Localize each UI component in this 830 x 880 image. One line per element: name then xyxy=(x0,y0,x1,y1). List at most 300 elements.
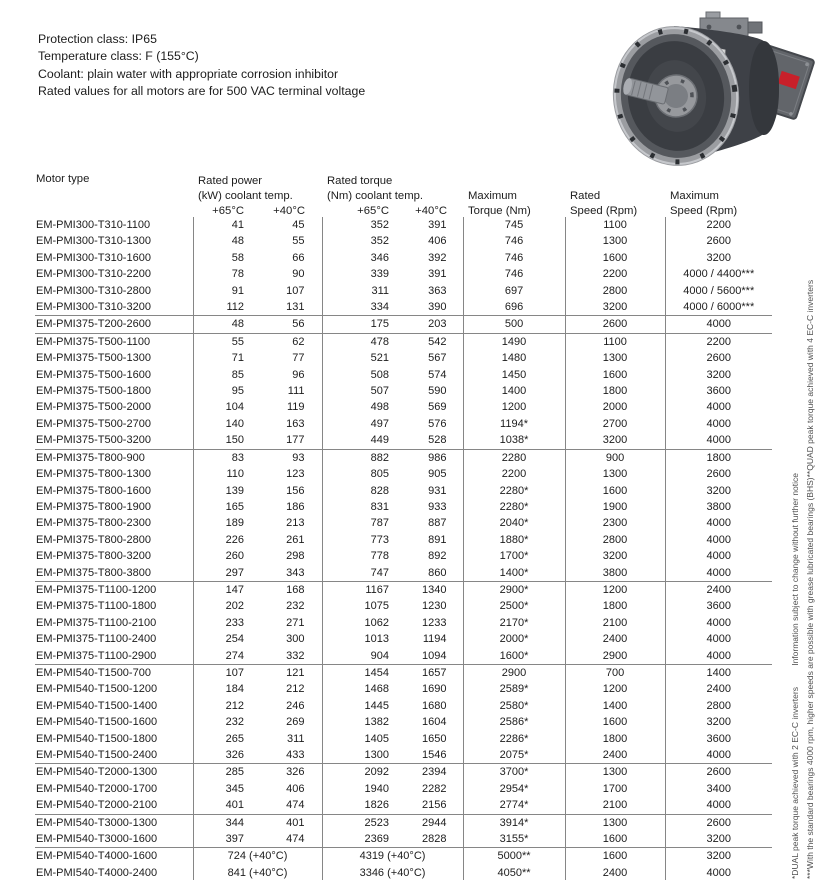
power-65-cell: 232 xyxy=(193,714,250,730)
header-max-speed-line1: Maximum xyxy=(670,190,719,202)
torque-40-cell: 390 xyxy=(428,301,447,314)
torque-65-cell: 352 xyxy=(322,233,392,249)
torque-65-cell: 2523 xyxy=(322,814,392,831)
power-40-cell: 298 xyxy=(286,550,305,563)
motor-type-cell: EM-PMI375-T1100-2400 xyxy=(36,633,157,646)
max-speed-cell: 4000 xyxy=(665,797,772,814)
motor-type-cell: EM-PMI300-T310-2800 xyxy=(36,284,151,297)
motor-type-cell: EM-PMI300-T310-1600 xyxy=(36,251,151,264)
power-40-cell: 401 xyxy=(250,814,322,831)
motor-type-cell: EM-PMI540-T1500-700 xyxy=(35,664,193,681)
max-torque-cell: 3914* xyxy=(463,814,565,831)
table-row xyxy=(35,532,772,548)
max-speed-cell: 4000 / 5600*** xyxy=(665,283,772,299)
torque-65-cell: 828 xyxy=(322,483,392,499)
motor-type-cell: EM-PMI375-T800-1300 xyxy=(36,468,151,481)
max-speed-cell: 4000 xyxy=(665,316,772,333)
rated-speed-cell: 2400 xyxy=(565,747,665,764)
torque-40-cell: 1680 xyxy=(422,699,447,712)
torque-65-cell: 1013 xyxy=(322,631,392,647)
max-torque-cell: 2280 xyxy=(463,449,565,466)
torque-65-cell: 334 xyxy=(322,299,392,316)
power-65-cell: 285 xyxy=(193,764,250,781)
power-65-cell: 78 xyxy=(193,266,250,282)
power-40-cell: 77 xyxy=(292,352,305,365)
table-row xyxy=(35,515,772,531)
max-speed-cell: 2800 xyxy=(665,698,772,714)
motor-spec-table xyxy=(35,172,772,880)
max-torque-cell: 2500* xyxy=(463,598,565,614)
power-40-cell: 213 xyxy=(286,517,305,530)
torque-40-cell: 363 xyxy=(428,284,447,297)
power-65-cell: 401 xyxy=(193,797,250,814)
torque-40-cell: 203 xyxy=(392,316,463,333)
torque-40-cell: 2282 xyxy=(422,782,447,795)
power-65-cell: 254 xyxy=(193,631,250,647)
power-40-cell: 56 xyxy=(250,316,322,333)
power-65-cell: 297 xyxy=(193,565,250,582)
rated-speed-cell: 1400 xyxy=(565,698,665,714)
torque-40-cell: 1194 xyxy=(422,633,447,646)
rated-speed-cell: 1300 xyxy=(565,814,665,831)
rated-speed-cell: 2000 xyxy=(565,399,665,415)
table-row xyxy=(35,548,772,564)
footnote-quad-peak: **QUAD peak torque achieved with 4 EC-C inverters xyxy=(805,279,815,478)
torque-40-cell: 1690 xyxy=(422,683,447,696)
motor-type-cell: EM-PMI540-T1500-1800 xyxy=(36,732,158,745)
power-40-cell: 62 xyxy=(250,333,322,350)
max-speed-cell: 4000 xyxy=(665,416,772,432)
max-speed-cell: 3600 xyxy=(665,731,772,747)
max-speed-cell: 3400 xyxy=(665,781,772,797)
max-speed-cell: 4000 xyxy=(665,648,772,665)
rated-speed-cell: 1600 xyxy=(565,483,665,499)
power-65-cell: 139 xyxy=(193,483,250,499)
power-65-cell: 55 xyxy=(193,333,250,350)
table-row xyxy=(35,631,772,647)
torque-40-cell: 1094 xyxy=(422,649,447,662)
max-speed-cell: 3600 xyxy=(665,598,772,614)
power-40-cell: 186 xyxy=(286,500,305,513)
torque-40-cell: 567 xyxy=(428,352,447,365)
motor-type-cell: EM-PMI540-T4000-1600 xyxy=(35,848,193,865)
max-torque-cell: 696 xyxy=(463,299,565,316)
power-40-cell: 131 xyxy=(286,301,305,314)
torque-65-cell: 805 xyxy=(322,466,392,482)
motor-type-cell: EM-PMI375-T800-900 xyxy=(35,449,193,466)
table-row xyxy=(35,217,772,233)
temperature-class-line: Temperature class: F (155°C) xyxy=(38,49,199,64)
torque-65-cell: 521 xyxy=(322,350,392,366)
max-torque-cell: 2286* xyxy=(463,731,565,747)
table-row xyxy=(35,383,772,399)
rated-speed-cell: 2400 xyxy=(565,631,665,647)
power-65-cell: 184 xyxy=(193,681,250,697)
max-speed-cell: 4000 xyxy=(665,532,772,548)
torque-65-cell: 747 xyxy=(322,565,392,582)
max-torque-cell: 1450 xyxy=(463,367,565,383)
motor-type-cell: EM-PMI375-T800-1900 xyxy=(36,500,151,513)
table-row xyxy=(35,299,772,316)
footnote-line-outer xyxy=(804,279,816,879)
torque-40-cell: 2156 xyxy=(422,799,447,812)
motor-type-cell: EM-PMI375-T1100-2100 xyxy=(36,616,157,629)
header-power-65: +65°C xyxy=(212,205,244,217)
rated-speed-cell: 2700 xyxy=(565,416,665,432)
max-torque-cell: 2900* xyxy=(463,581,565,598)
power-65-cell: 83 xyxy=(193,449,250,466)
power-40-cell: 177 xyxy=(286,434,305,447)
rated-values-line: Rated values for all motors are for 500 VAC terminal voltage xyxy=(38,84,366,99)
power-40-cell: 156 xyxy=(286,484,305,497)
torque-40-cell: 569 xyxy=(428,401,447,414)
motor-type-cell: EM-PMI375-T500-1100 xyxy=(35,333,193,350)
motor-type-cell: EM-PMI375-T500-1300 xyxy=(36,352,151,365)
header-torque-subtitle: (Nm) coolant temp. xyxy=(327,190,424,202)
max-torque-cell: 1038* xyxy=(463,432,565,449)
torque-40-cell: 2944 xyxy=(392,814,463,831)
max-torque-cell: 2589* xyxy=(463,681,565,697)
max-speed-cell: 3200 xyxy=(665,367,772,383)
rated-speed-cell: 1200 xyxy=(565,681,665,697)
power-65-cell: 41 xyxy=(193,217,250,233)
max-torque-cell: 3700* xyxy=(463,764,565,781)
motor-type-cell: EM-PMI540-T1500-1600 xyxy=(36,716,158,729)
max-speed-cell: 4000 xyxy=(665,515,772,531)
coolant-line: Coolant: plain water with appropriate corrosion inhibitor xyxy=(38,66,339,81)
power-65-cell: 112 xyxy=(193,299,250,316)
torque-65-cell: 1300 xyxy=(322,747,392,764)
max-speed-cell: 3800 xyxy=(665,499,772,515)
rated-speed-cell: 1800 xyxy=(565,598,665,614)
torque-65-cell: 882 xyxy=(322,449,392,466)
motor-type-cell: EM-PMI375-T500-2000 xyxy=(36,401,151,414)
table-row xyxy=(35,731,772,747)
power-65-cell: 212 xyxy=(193,698,250,714)
table-row xyxy=(35,797,772,814)
torque-40-cell: 1340 xyxy=(392,581,463,598)
motor-type-cell: EM-PMI540-T2000-1700 xyxy=(36,782,158,795)
torque-40-cell: 1233 xyxy=(422,616,447,629)
motor-photo-illustration xyxy=(604,10,824,170)
table-row xyxy=(35,831,772,848)
power-40-cell: 433 xyxy=(286,749,305,761)
torque-65-cell: 1062 xyxy=(322,615,392,631)
motor-type-cell: EM-PMI300-T310-2200 xyxy=(36,268,151,281)
power-65-cell: 233 xyxy=(193,615,250,631)
max-speed-cell: 2200 xyxy=(665,217,772,233)
motor-type-cell: EM-PMI375-T800-1600 xyxy=(36,484,151,497)
torque-65-cell: 1075 xyxy=(322,598,392,614)
rated-speed-cell: 2300 xyxy=(565,515,665,531)
power-65-cell: 165 xyxy=(193,499,250,515)
max-speed-cell: 3200 xyxy=(665,250,772,266)
power-40-cell: 163 xyxy=(286,417,305,430)
power-40-cell: 232 xyxy=(286,600,305,613)
torque-40-cell: 1650 xyxy=(422,732,447,745)
torque-40-cell: 576 xyxy=(428,417,447,430)
max-torque-cell: 2580* xyxy=(463,698,565,714)
torque-65-cell: 1405 xyxy=(322,731,392,747)
torque-40-cell: 1657 xyxy=(392,664,463,681)
header-max-torque-line2: Torque (Nm) xyxy=(468,205,531,217)
power-40-cell: 55 xyxy=(292,235,305,248)
power-40-cell: 96 xyxy=(292,368,305,381)
power-40-cell: 474 xyxy=(286,799,305,812)
motor-type-cell: EM-PMI540-T1500-1200 xyxy=(36,683,158,696)
max-speed-cell: 4000 xyxy=(665,615,772,631)
max-torque-cell: 3155* xyxy=(463,831,565,848)
rated-speed-cell: 2100 xyxy=(565,797,665,814)
max-torque-cell: 1400* xyxy=(463,565,565,582)
max-speed-cell: 3200 xyxy=(665,483,772,499)
max-speed-cell: 4000 / 4400*** xyxy=(665,266,772,282)
header-rated-torque: Rated torque xyxy=(327,175,393,187)
torque-65-cell: 904 xyxy=(322,648,392,665)
max-torque-cell: 746 xyxy=(463,250,565,266)
max-torque-cell: 1400 xyxy=(463,383,565,399)
table-row xyxy=(35,266,772,282)
torque-40-cell: 528 xyxy=(428,434,447,447)
torque-40-cell: 392 xyxy=(428,251,447,264)
power-65-cell: 104 xyxy=(193,399,250,415)
torque-40-cell: 406 xyxy=(428,235,447,248)
table-row xyxy=(35,399,772,415)
torque-merged-cell: 3346 (+40°C) xyxy=(322,865,463,880)
header-power-40: +40°C xyxy=(273,205,305,217)
max-torque-cell: 500 xyxy=(463,316,565,333)
table-row xyxy=(35,466,772,482)
torque-65-cell: 1382 xyxy=(322,714,392,730)
table-row xyxy=(35,865,772,880)
motor-type-cell: EM-PMI375-T500-1800 xyxy=(36,385,151,398)
motor-table-body xyxy=(35,217,772,880)
max-torque-cell: 2586* xyxy=(463,714,565,730)
power-65-cell: 48 xyxy=(193,233,250,249)
torque-40-cell: 891 xyxy=(428,533,447,546)
table-row xyxy=(35,350,772,366)
table-row xyxy=(35,432,772,449)
table-header xyxy=(35,172,772,217)
power-65-cell: 147 xyxy=(193,581,250,598)
torque-40-cell: 2828 xyxy=(422,833,447,846)
header-rated-power: Rated power xyxy=(198,175,263,187)
torque-65-cell: 478 xyxy=(322,333,392,350)
max-speed-cell: 4000 xyxy=(665,399,772,415)
table-row xyxy=(35,250,772,266)
table-row xyxy=(35,483,772,499)
motor-type-cell: EM-PMI375-T500-3200 xyxy=(36,434,151,447)
max-speed-cell: 4000 xyxy=(665,548,772,564)
table-row xyxy=(35,449,772,466)
table-row xyxy=(35,499,772,515)
rated-speed-cell: 1100 xyxy=(565,217,665,233)
power-merged-cell: 724 (+40°C) xyxy=(193,848,322,865)
motor-type-cell: EM-PMI300-T310-1300 xyxy=(36,235,151,248)
power-40-cell: 246 xyxy=(286,699,305,712)
torque-40-cell: 391 xyxy=(428,219,447,231)
power-65-cell: 71 xyxy=(193,350,250,366)
max-speed-cell: 4000 xyxy=(665,631,772,647)
power-65-cell: 85 xyxy=(193,367,250,383)
motor-type-cell: EM-PMI540-T3000-1600 xyxy=(36,833,158,846)
rated-speed-cell: 2100 xyxy=(565,615,665,631)
max-torque-cell: 697 xyxy=(463,283,565,299)
max-speed-cell: 2400 xyxy=(665,581,772,598)
rated-speed-cell: 1900 xyxy=(565,499,665,515)
power-40-cell: 45 xyxy=(292,219,305,231)
table-row xyxy=(35,367,772,383)
max-speed-cell: 2600 xyxy=(665,466,772,482)
torque-65-cell: 1454 xyxy=(322,664,392,681)
torque-65-cell: 352 xyxy=(322,217,392,233)
footnote-line-inner xyxy=(789,473,801,879)
power-40-cell: 406 xyxy=(286,782,305,795)
max-speed-cell: 4000 xyxy=(665,432,772,449)
torque-40-cell: 905 xyxy=(428,468,447,481)
motor-type-cell: EM-PMI375-T800-3200 xyxy=(36,550,151,563)
max-torque-cell: 2000* xyxy=(463,631,565,647)
torque-40-cell: 391 xyxy=(428,268,447,281)
max-torque-cell: 1700* xyxy=(463,548,565,564)
rated-speed-cell: 1600 xyxy=(565,250,665,266)
motor-type-cell: EM-PMI375-T800-2300 xyxy=(36,517,151,530)
max-torque-cell: 1490 xyxy=(463,333,565,350)
torque-40-cell: 1604 xyxy=(422,716,447,729)
max-torque-cell: 1480 xyxy=(463,350,565,366)
power-65-cell: 140 xyxy=(193,416,250,432)
motor-type-cell: EM-PMI300-T310-1100 xyxy=(36,219,151,231)
torque-65-cell: 778 xyxy=(322,548,392,564)
table-row xyxy=(35,283,772,299)
table-row xyxy=(35,416,772,432)
power-40-cell: 212 xyxy=(286,683,305,696)
power-65-cell: 260 xyxy=(193,548,250,564)
torque-65-cell: 2369 xyxy=(322,831,392,848)
power-40-cell: 119 xyxy=(286,401,305,414)
power-40-cell: 111 xyxy=(287,385,305,398)
torque-65-cell: 1167 xyxy=(322,581,392,598)
motor-type-cell: EM-PMI540-T1500-1400 xyxy=(36,699,158,712)
power-65-cell: 110 xyxy=(193,466,250,482)
table-row xyxy=(35,698,772,714)
max-torque-cell: 2170* xyxy=(463,615,565,631)
header-motor-type: Motor type xyxy=(36,173,90,185)
max-torque-cell: 4050** xyxy=(463,865,565,880)
torque-40-cell: 931 xyxy=(428,484,447,497)
power-merged-cell: 841 (+40°C) xyxy=(193,865,322,880)
power-40-cell: 269 xyxy=(286,716,305,729)
header-rated-speed-line2: Speed (Rpm) xyxy=(570,205,638,217)
power-40-cell: 93 xyxy=(250,449,322,466)
max-speed-cell: 1800 xyxy=(665,449,772,466)
power-40-cell: 168 xyxy=(250,581,322,598)
rated-speed-cell: 1800 xyxy=(565,383,665,399)
torque-40-cell: 1230 xyxy=(422,600,447,613)
table-row xyxy=(35,598,772,614)
power-40-cell: 300 xyxy=(286,633,305,646)
max-speed-cell: 3200 xyxy=(665,848,772,865)
power-40-cell: 326 xyxy=(250,764,322,781)
torque-40-cell: 986 xyxy=(392,449,463,466)
table-row xyxy=(35,681,772,697)
table-row xyxy=(35,648,772,665)
rated-speed-cell: 1300 xyxy=(565,466,665,482)
table-row xyxy=(35,814,772,831)
table-row xyxy=(35,233,772,249)
table-row xyxy=(35,581,772,598)
power-65-cell: 150 xyxy=(193,432,250,449)
power-65-cell: 48 xyxy=(193,316,250,333)
rated-speed-cell: 1300 xyxy=(565,764,665,781)
torque-65-cell: 508 xyxy=(322,367,392,383)
torque-40-cell: 574 xyxy=(428,368,447,381)
torque-merged-cell: 4319 (+40°C) xyxy=(322,848,463,865)
max-torque-cell: 745 xyxy=(463,217,565,233)
max-speed-cell: 2600 xyxy=(665,764,772,781)
torque-40-cell: 590 xyxy=(428,385,447,398)
header-power-subtitle: (kW) coolant temp. xyxy=(198,190,293,202)
protection-class-line: Protection class: IP65 xyxy=(38,32,157,46)
max-torque-cell: 2954* xyxy=(463,781,565,797)
torque-65-cell: 497 xyxy=(322,416,392,432)
max-torque-cell: 2774* xyxy=(463,797,565,814)
power-40-cell: 121 xyxy=(250,664,322,681)
max-torque-cell: 2075* xyxy=(463,747,565,764)
motor-type-cell: EM-PMI300-T310-3200 xyxy=(36,301,151,314)
torque-65-cell: 346 xyxy=(322,250,392,266)
power-40-cell: 261 xyxy=(286,533,305,546)
max-torque-cell: 2280* xyxy=(463,483,565,499)
footnote-bearings: ***With the standard bearings 4000 rpm, higher speeds are possible with grease lubricated bearings (BHS) xyxy=(805,477,815,879)
max-torque-cell: 5000** xyxy=(463,848,565,865)
torque-40-cell: 2394 xyxy=(392,764,463,781)
max-torque-cell: 1600* xyxy=(463,648,565,665)
rated-speed-cell: 3200 xyxy=(565,432,665,449)
rated-speed-cell: 3200 xyxy=(565,299,665,316)
power-65-cell: 344 xyxy=(193,814,250,831)
header-rated-speed-line1: Rated xyxy=(570,190,601,202)
rated-speed-cell: 2900 xyxy=(565,648,665,665)
motor-type-cell: EM-PMI540-T2000-2100 xyxy=(36,799,158,812)
max-speed-cell: 4000 xyxy=(665,565,772,582)
max-speed-cell: 4000 / 6000*** xyxy=(665,299,772,316)
rated-speed-cell: 2800 xyxy=(565,532,665,548)
max-speed-cell: 3200 xyxy=(665,831,772,848)
torque-65-cell: 507 xyxy=(322,383,392,399)
torque-40-cell: 1546 xyxy=(422,749,447,761)
power-65-cell: 107 xyxy=(193,664,250,681)
max-torque-cell: 746 xyxy=(463,233,565,249)
power-40-cell: 123 xyxy=(286,468,305,481)
power-40-cell: 107 xyxy=(286,284,305,297)
motor-type-cell: EM-PMI375-T500-1600 xyxy=(36,368,151,381)
header-max-speed-line2: Speed (Rpm) xyxy=(670,205,738,217)
torque-65-cell: 2092 xyxy=(322,764,392,781)
motor-type-cell: EM-PMI375-T1100-1200 xyxy=(35,581,193,598)
rated-speed-cell: 3800 xyxy=(565,565,665,582)
torque-65-cell: 311 xyxy=(322,283,392,299)
max-speed-cell: 2200 xyxy=(665,333,772,350)
torque-65-cell: 1826 xyxy=(322,797,392,814)
rated-speed-cell: 1300 xyxy=(565,350,665,366)
motor-type-cell: EM-PMI540-T3000-1300 xyxy=(35,814,193,831)
rated-speed-cell: 2600 xyxy=(565,316,665,333)
power-65-cell: 58 xyxy=(193,250,250,266)
rated-speed-cell: 700 xyxy=(565,664,665,681)
motor-type-cell: EM-PMI375-T800-2800 xyxy=(36,533,151,546)
torque-40-cell: 542 xyxy=(392,333,463,350)
